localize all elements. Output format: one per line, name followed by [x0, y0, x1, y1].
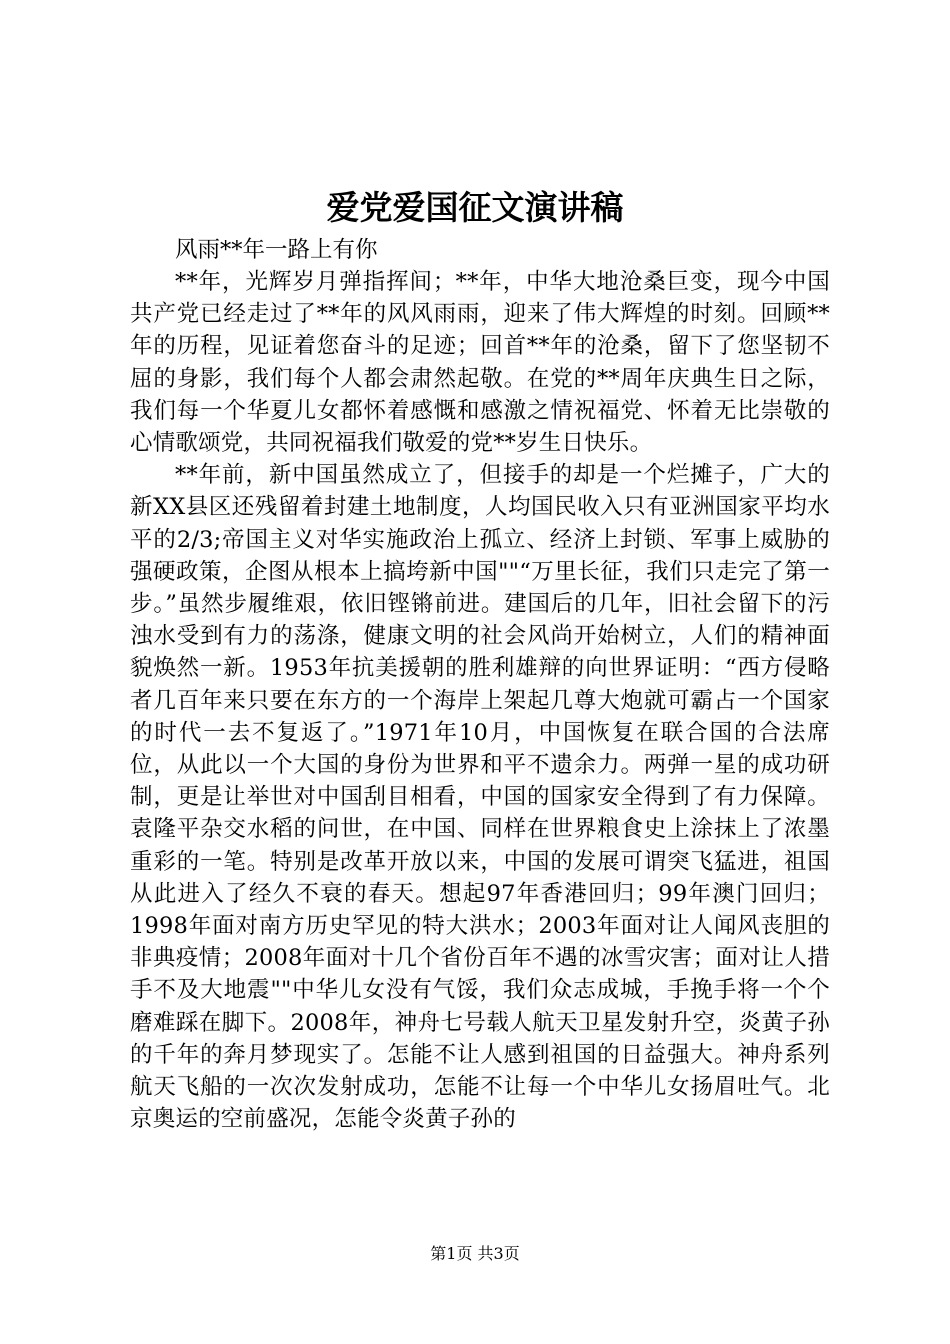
document-title: 爱党爱国征文演讲稿 — [326, 188, 624, 227]
document-subtitle: 风雨**年一路上有你 — [175, 237, 378, 263]
page-number-footer: 第1页 共3页 — [430, 1244, 520, 1263]
document-body — [130, 235, 830, 1135]
paragraph-2: **年前，新中国虽然成立了，但接手的却是一个烂摊子，广大的新XX县区还残留着封建土地制度，人均国民收入只有亚洲国家平均水平的2/3;帝国主义对华实施政治上孤立、经济上封锁、军事上威胁的强硬政策，企图从根本上搞垮新中国""“万里长征，我们只走完了第一步。”虽然步履维艰，依旧铿锵前进。建国后的几年，旧社会留下的污浊水受到有力的荡涤，健康文明的社会风尚开始树立，人们的精神面貌焕然一新。1953年抗美援朝的胜利雄辩的向世界证明：“西方侵略者几百年来只要在东方的一个海岸上架起几尊大炮就可霸占一个国家的时代一去不复返了。”1971年10月，中国恢复在联合国的合法席位，从此以一个大国的身份为世界和平不遗余力。两弹一星的成功研制，更是让举世对中国刮目相看，中国的国家安全得到了有力保障。袁隆平杂交水稻的问世，在中国、同样在世界粮食史上涂抹上了浓墨重彩的一笔。特别是改革开放以来，中国的发展可谓突飞猛进，祖国从此进入了经久不衰的春天。想起97年香港回归；99年澳门回归；1998年面对南方历史罕见的特大洪水；2003年面对让人闻风丧胆的非典疫情；2008年面对十几个省份百年不遇的冰雪灾害；面对让人措手不及大地震""中华儿女没有气馁，我们众志成城，手挽手将一个个磨难踩在脚下。2008年，神舟七号载人航天卫星发射升空，炎黄子孙的千年的奔月梦现实了。怎能不让人感到祖国的日益强大。神舟系列航天飞船的一次次发射成功，怎能不让每一个中华儿女扬眉吐气。北京奥运的空前盛况，怎能令炎黄子孙的 — [130, 462, 830, 1133]
paragraph-1: **年，光辉岁月弹指挥间；**年，中华大地沧桑巨变，现今中国共产党已经走过了**年的风风雨雨，迎来了伟大辉煌的时刻。回顾**年的历程，见证着您奋斗的足迹；回首**年的沧桑，留下了您坚韧不屈的身影，我们每个人都会肃然起敬。在党的**周年庆典生日之际，我们每一个华夏儿女都怀着感慨和感激之情祝福党、怀着无比崇敬的心情歌颂党，共同祝福我们敬爱的党**岁生日快乐。 — [130, 269, 830, 457]
